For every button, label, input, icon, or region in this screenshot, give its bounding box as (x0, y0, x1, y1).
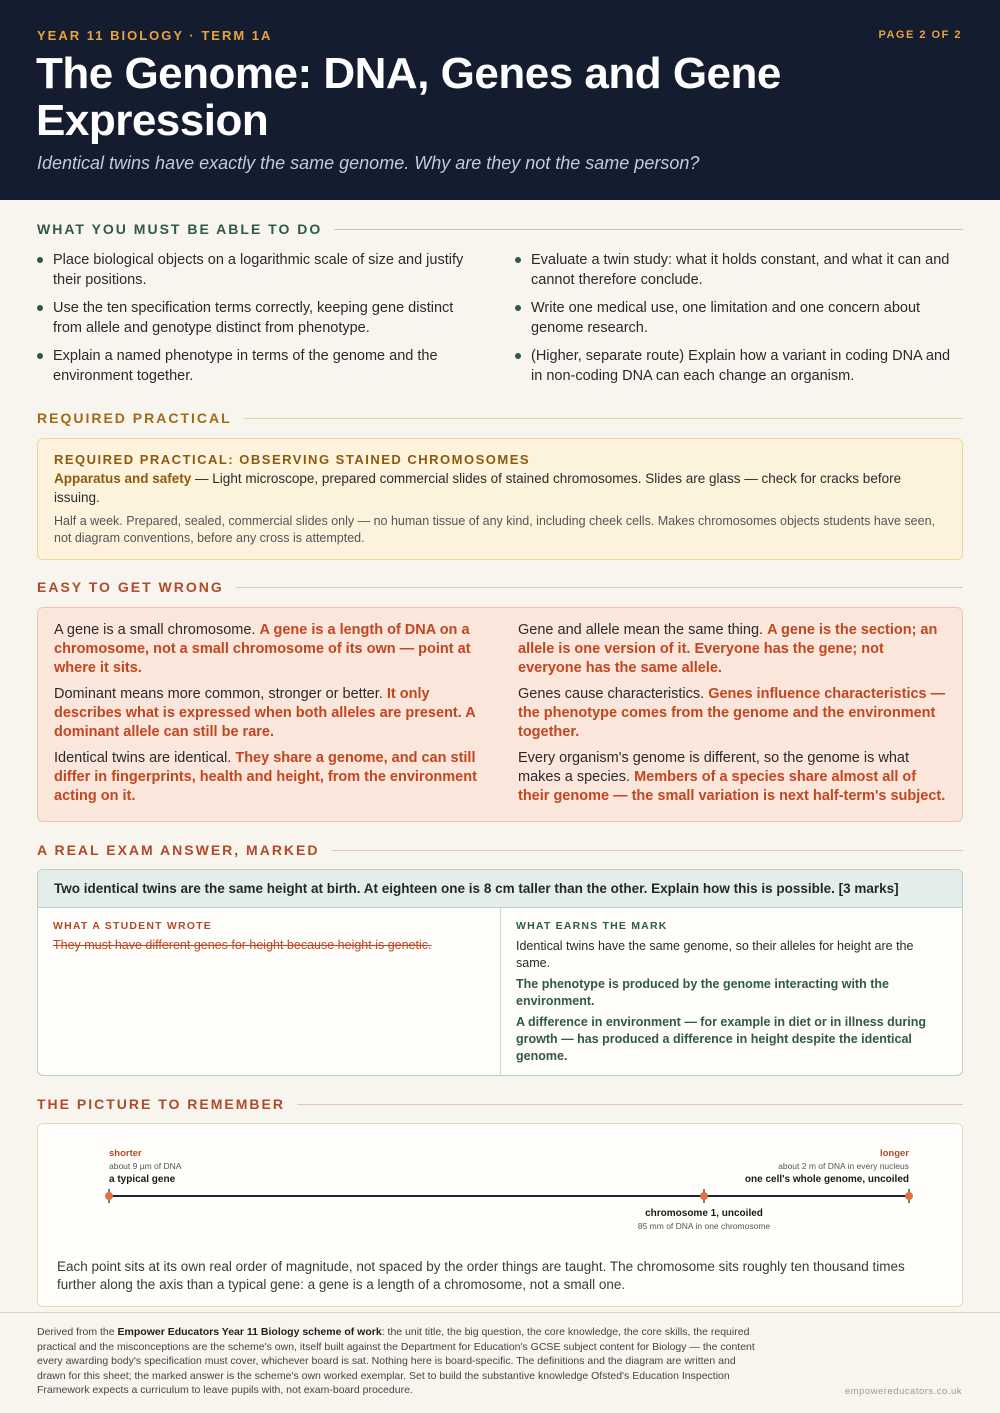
student-answer-panel (38, 908, 501, 1076)
scale-diagram (38, 1124, 964, 1254)
course-kicker: YEAR 11 BIOLOGY · TERM 1A (37, 28, 273, 43)
page-header (0, 0, 1000, 200)
list-item: Write one medical use, one limitation and one concern about genome research. (515, 298, 963, 338)
can-do-list (37, 250, 963, 394)
misconception: Gene and allele mean the same thing. A gene is the section; an allele is one version of it. Everyone has the gene; not everyone has the same allele. (518, 622, 938, 676)
gene-size-label: about 9 µm of DNA (109, 1161, 182, 1171)
section-heading-misconceptions: EASY TO GET WRONG (37, 579, 963, 595)
page-number: PAGE 2 OF 2 (878, 29, 962, 41)
student-answer: They must have different genes for height because height is genetic. (53, 938, 432, 952)
can-do-right (515, 250, 963, 394)
shorter-label: shorter (109, 1148, 142, 1159)
section-heading-picture: THE PICTURE TO REMEMBER (37, 1096, 963, 1112)
practical-note: Half a week. Prepared, sealed, commercial slides only — no human tissue of any kind, including cheek cells. Makes chromosomes objects students have seen, not diagram conventions, before any cross is attempted. (54, 514, 935, 545)
chromosome-size-label: 85 mm of DNA in one chromosome (637, 1221, 771, 1231)
chromosome-label: chromosome 1, uncoiled (645, 1208, 763, 1219)
can-do-left (37, 250, 485, 394)
misconception: Every organism's genome is different, so the genome is what makes a species. Members of a species share almost all of their genome — the small variation is next half-term's subject. (518, 750, 946, 804)
genome-label: one cell's whole genome, uncoiled (744, 1174, 909, 1185)
misconception: Identical twins are identical. They share a genome, and can still differ in fingerprints, health and height, from the environment acting on it. (54, 750, 477, 804)
section-heading-exam: A REAL EXAM ANSWER, MARKED (37, 842, 963, 858)
footer-divider (0, 1312, 1000, 1313)
exam-question: Two identical twins are the same height at birth. At eighteen one is 8 cm taller than the other. Explain how this is possible. [3 marks] (38, 870, 962, 908)
big-question: Identical twins have exactly the same genome. Why are they not the same person? (37, 153, 700, 173)
site-url[interactable]: empowereducators.co.uk (844, 1386, 962, 1397)
mark-scheme-panel (501, 908, 962, 1076)
misconceptions-left (54, 621, 482, 808)
practical-box (37, 438, 963, 560)
section-heading-practical: REQUIRED PRACTICAL (37, 410, 963, 426)
mark-point: A difference in environment — for example in diet or in illness during growth — has produced a difference in height despite the identical genome. (516, 1015, 927, 1063)
misconception: A gene is a small chromosome. A gene is a length of DNA on a chromosome, not a small chromosome of its own — point at where it sits. (54, 622, 471, 676)
point-chromosome (700, 1192, 708, 1200)
list-item: (Higher, separate route) Explain how a variant in coding DNA and in non-coding DNA can each change an organism. (515, 346, 963, 386)
gene-label: a typical gene (109, 1174, 176, 1185)
longer-label: longer (879, 1148, 909, 1159)
page-title: The Genome: DNA, Genes and Gene Expression (36, 49, 781, 145)
point-gene (105, 1192, 113, 1200)
scale-diagram-box (37, 1123, 963, 1307)
list-item: Explain a named phenotype in terms of the genome and the environment together. (37, 346, 485, 386)
mark-point: The phenotype is produced by the genome interacting with the environment. (516, 977, 889, 1008)
point-genome (905, 1192, 913, 1200)
mark-label: WHAT EARNS THE MARK (516, 920, 668, 932)
diagram-caption: Each point sits at its own real order of magnitude, not spaced by the order things are taught. The chromosome sits roughly ten thousand times further along the axis than a typical gene: a gene is a length of a chromosome, not a small one. (57, 1259, 905, 1292)
exam-box (37, 869, 963, 1076)
practical-apparatus: Apparatus and safety — Light microscope, prepared commercial slides of stained chromosomes. Slides are glass — check for cracks before issuing. (54, 471, 902, 505)
mark-point: Identical twins have the same genome, so their alleles for height are the same. (516, 939, 914, 970)
source-note: Derived from the Empower Educators Year 11 Biology scheme of work: the unit title, the big question, the core knowledge, the core skills, the required practical and the misconceptions are the scheme's own, itself built against the Department for Education's GCSE subject content for Biology — the content every awarding body's specification must cover, whichever board is sat. Nothing here is board-specific. The definitions and the diagram are written and drawn for this sheet; the marked answer is the scheme's own worked exemplar. Set to build the substantive knowledge Ofsted's Education Inspection Framework expects a curriculum to leave pupils with, not exam-board procedure. (37, 1326, 755, 1396)
student-label: WHAT A STUDENT WROTE (53, 920, 212, 932)
misconception: Genes cause characteristics. Genes influence characteristics — the phenotype comes from the genome and the environment together. (518, 686, 946, 740)
section-heading-can-do: WHAT YOU MUST BE ABLE TO DO (37, 221, 963, 237)
misconceptions-box (37, 607, 963, 822)
misconception: Dominant means more common, stronger or better. It only describes what is expressed when both alleles are present. A dominant allele can still be rare. (54, 686, 476, 740)
list-item: Use the ten specification terms correctly, keeping gene distinct from allele and genotype distinct from phenotype. (37, 298, 485, 338)
practical-title: REQUIRED PRACTICAL: OBSERVING STAINED CHROMOSOMES (54, 452, 531, 467)
list-item: Evaluate a twin study: what it holds constant, and what it can and cannot therefore conclude. (515, 250, 963, 290)
misconceptions-right (518, 621, 946, 808)
list-item: Place biological objects on a logarithmic scale of size and justify their positions. (37, 250, 485, 290)
genome-size-label: about 2 m of DNA in every nucleus (778, 1161, 909, 1171)
